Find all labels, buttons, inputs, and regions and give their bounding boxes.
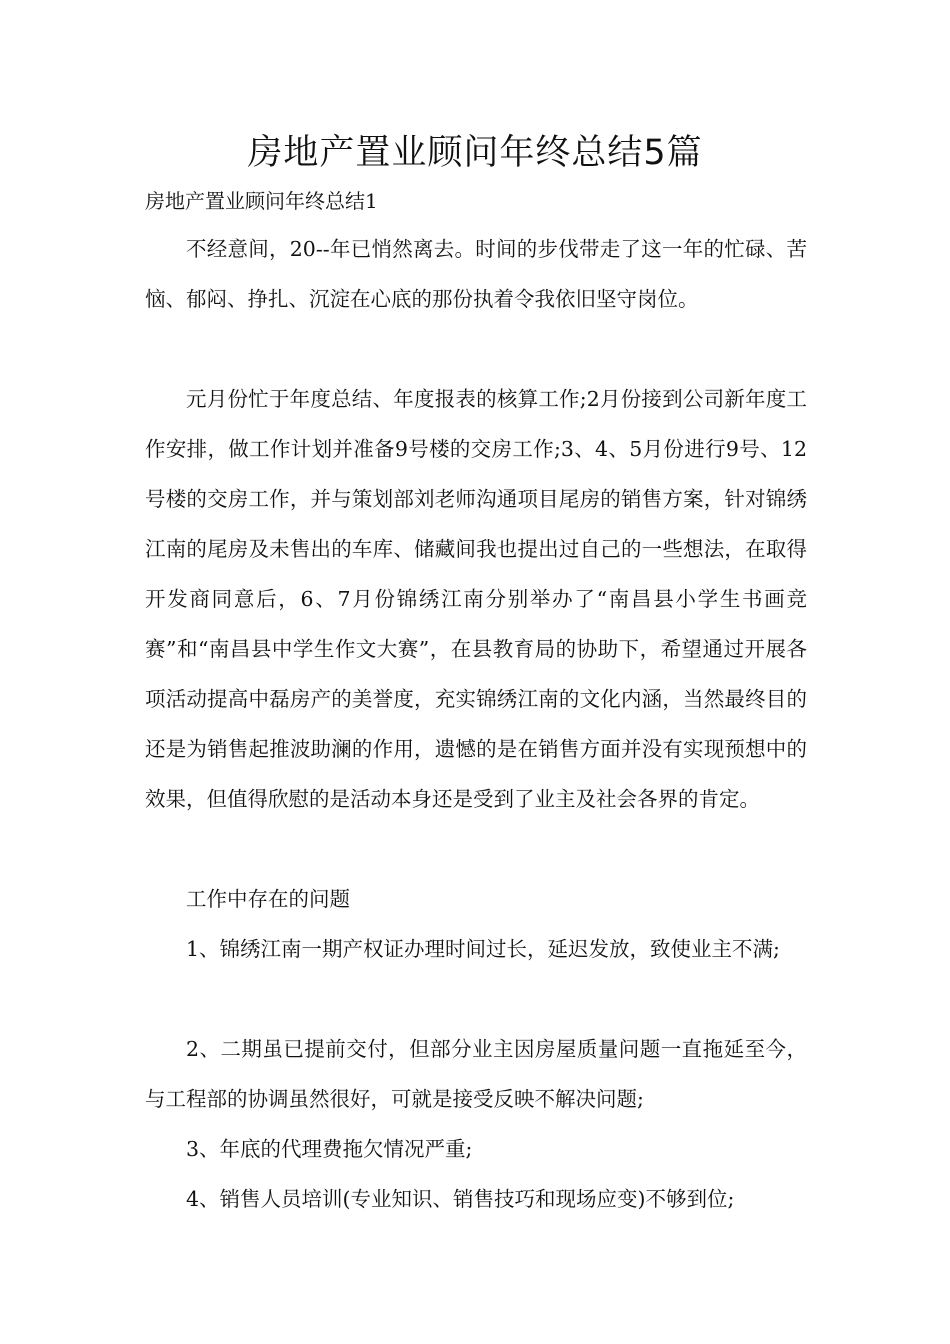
problem-item-4: 4、销售人员培训(专业知识、销售技巧和现场应变)不够到位;	[186, 1187, 735, 1211]
problem-item-2: 2、二期虽已提前交付，但部分业主因房屋质量问题一直拖延至今，与工程部的协调虽然很好，可就是接受反映不解决问题;	[145, 1037, 807, 1111]
section-heading: 房地产置业顾问年终总结1	[145, 189, 378, 213]
problem-item-1: 1、锦绣江南一期产权证办理时间过长，延迟发放，致使业主不满;	[186, 937, 780, 961]
problems-heading: 工作中存在的问题	[186, 887, 350, 911]
paragraph-intro: 不经意间，20--年已悄然离去。时间的步伐带走了这一年的忙碌、苦恼、郁闷、挣扎、沉淀在心底的那份执着令我依旧坚守岗位。	[145, 237, 807, 311]
problem-item-3: 3、年底的代理费拖欠情况严重;	[186, 1137, 473, 1161]
document-title: 房地产置业顾问年终总结5篇	[247, 133, 703, 173]
paragraph-work-review: 元月份忙于年度总结、年度报表的核算工作;2月份接到公司新年度工作安排，做工作计划并准备9号楼的交房工作;3、4、5月份进行9号、12号楼的交房工作，并与策划部刘老师沟通项目尾房的销售方案，针对锦绣江南的尾房及未售出的车库、储藏间我也提出过自己的一些想法，在取得开发商同意后，6、7月份锦绣江南分别举办了“南昌县小学生书画竞赛”和“南昌县中学生作文大赛”，在县教育局的协助下，希望通过开展各项活动提高中磊房产的美誉度，充实锦绣江南的文化内涵，当然最终目的还是为销售起推波助澜的作用，遗憾的是在销售方面并没有实现预想中的效果，但值得欣慰的是活动本身还是受到了业主及社会各界的肯定。	[145, 387, 807, 811]
